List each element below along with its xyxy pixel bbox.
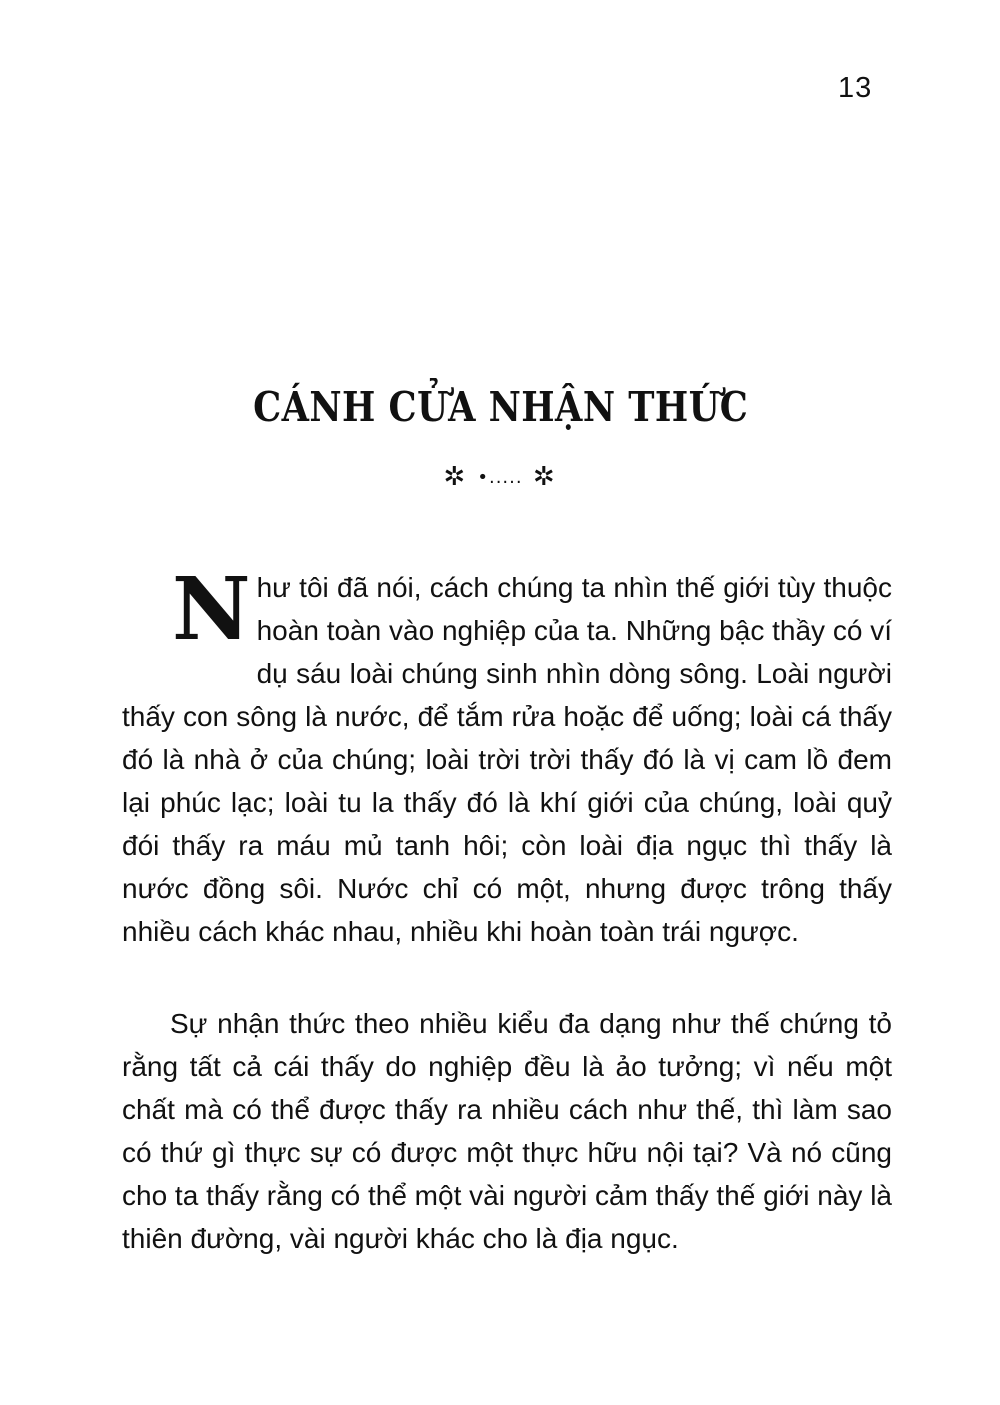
chapter-title: CÁNH CỬA NHẬN THỨC xyxy=(253,383,749,431)
title-ornament xyxy=(0,462,1000,492)
paragraph-1-text: hư tôi đã nói, cách chúng ta nhìn thế giới tùy thuộc hoàn toàn vào nghiệp của ta. Những bậc thầy có ví dụ sáu loài chúng sinh nhìn dòng sông. Loài người thấy con sông là nước, để tắm rửa hoặc để uống; loài cá thấy đó là nhà ở của chúng; loài trời trời thấy đó là vị cam lồ đem lại phúc lạc; loài tu la thấy đó là khí giới của chúng, loài quỷ đói thấy ra máu mủ tanh hôi; còn loài địa ngục thì thấy là nước đồng sôi. Nước chỉ có một, nhưng được trông thấy nhiều cách khác nhau, nhiều khi hoàn toàn trái ngược. xyxy=(122,572,892,947)
ornament-left-icon: ✲ xyxy=(443,462,468,492)
drop-cap: N xyxy=(172,559,251,660)
paragraph-2: Sự nhận thức theo nhiều kiểu đa dạng như thế chứng tỏ rằng tất cả cái thấy do nghiệp đều là ảo tưởng; vì nếu một chất mà có thể được thấy ra nhiều cách như thế, thì làm sao có thứ gì thực sự có được một thực hữu nội tại? Và nó cũng cho ta thấy rằng có thể một vài người cảm thấy thế giới này là thiên đường, vài người khác cho là địa ngục. xyxy=(122,1008,892,1254)
page-number: 13 xyxy=(838,72,873,104)
ornament-right-icon: ✲ xyxy=(532,462,557,492)
ornament-dots: •..... xyxy=(477,467,523,488)
paragraph-1 xyxy=(122,559,892,953)
